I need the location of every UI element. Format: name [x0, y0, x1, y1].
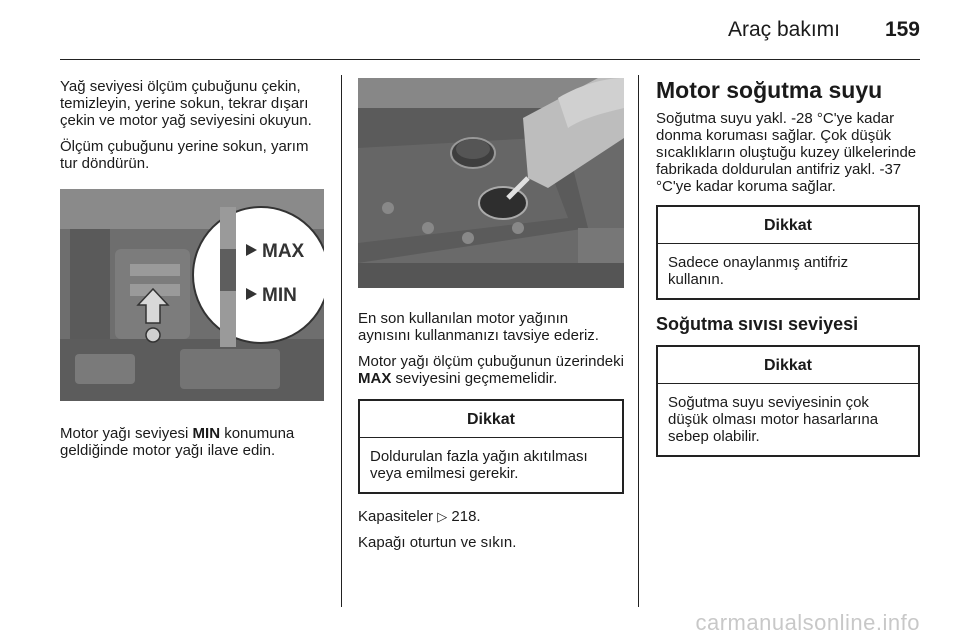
notice-body: Sadece onaylanmış antifriz kullanın.: [668, 254, 849, 288]
dipstick-figure: [60, 189, 324, 401]
notice-box-overfill: [358, 399, 624, 494]
paragraph-dipstick-insert: Ölçüm çubuğunu yerine sokun, yarım tur döndürün.: [60, 138, 309, 172]
column-2: [358, 78, 624, 560]
text-bold-min: MIN: [192, 425, 221, 442]
notice-title: Dikkat: [658, 347, 918, 384]
text-run: Motor yağı ölçüm çubuğunun üzerindeki: [358, 353, 624, 370]
text-run: Motor yağı seviyesi: [60, 425, 193, 442]
column-divider-1: [341, 75, 342, 607]
paragraph-dipstick-check: Yağ seviyesi ölçüm çubuğunu çekin, temizleyin, yerine sokun, tekrar dışarı çekin ve motor yağ seviyesini okuyun.: [60, 78, 312, 129]
column-divider-2: [638, 75, 639, 607]
notice-title: Dikkat: [360, 401, 622, 438]
notice-box-coolant-level: [656, 345, 920, 457]
paragraph-oil-recommendation: En son kullanılan motor yağının aynısını kullanmanızı tavsiye ederiz.: [358, 310, 599, 344]
page-number: 159: [884, 18, 920, 41]
notice-body: Doldurulan fazla yağın akıtılması veya emilmesi gerekir.: [370, 448, 588, 482]
header-title: Araç bakımı: [727, 18, 840, 41]
oil-filling-illustration: [358, 78, 624, 288]
notice-title: Dikkat: [658, 207, 918, 244]
text-bold-max: MAX: [358, 370, 392, 387]
oil-filling-figure: [358, 78, 624, 288]
page-reference-icon: ▷: [437, 509, 448, 524]
text-run: seviyesini geçmemelidir.: [391, 370, 558, 387]
notice-body: Soğutma suyu seviyesinin çok düşük olması motor hasarlarına sebep olabilir.: [668, 394, 879, 445]
min-label: MIN: [262, 285, 297, 306]
text-run: Kapasiteler: [358, 508, 434, 525]
page-reference[interactable]: 218.: [451, 508, 481, 525]
engine-dipstick-illustration: [60, 189, 324, 401]
header-rule: [60, 59, 920, 60]
section-heading: Motor soğutma suyu: [656, 77, 883, 103]
paragraph-capacities: [358, 508, 624, 525]
paragraph-coolant-info: Soğutma suyu yakl. -28 °C'ye kadar donma koruması sağlar. Çok düşük sıcaklıkların oluştuğu kuzey ülkelerinde fabrikada doldurulan antifriz yakl. -37 °C'ye kadar koruma sağlar.: [656, 110, 917, 195]
watermark: carmanualsonline.info: [695, 610, 920, 635]
paragraph-max-level: [358, 353, 624, 387]
subsection-heading: Soğutma sıvısı seviyesi: [656, 314, 859, 334]
paragraph-tighten-cap: Kapağı oturtun ve sıkın.: [358, 534, 517, 551]
text-run: konumuna geldiğinde motor yağı ilave edin.: [60, 425, 295, 459]
column-3: [656, 78, 920, 467]
max-label: MAX: [262, 241, 305, 262]
notice-box-antifreeze: [656, 205, 920, 300]
paragraph-add-oil: [60, 425, 328, 459]
column-1: [60, 78, 328, 468]
